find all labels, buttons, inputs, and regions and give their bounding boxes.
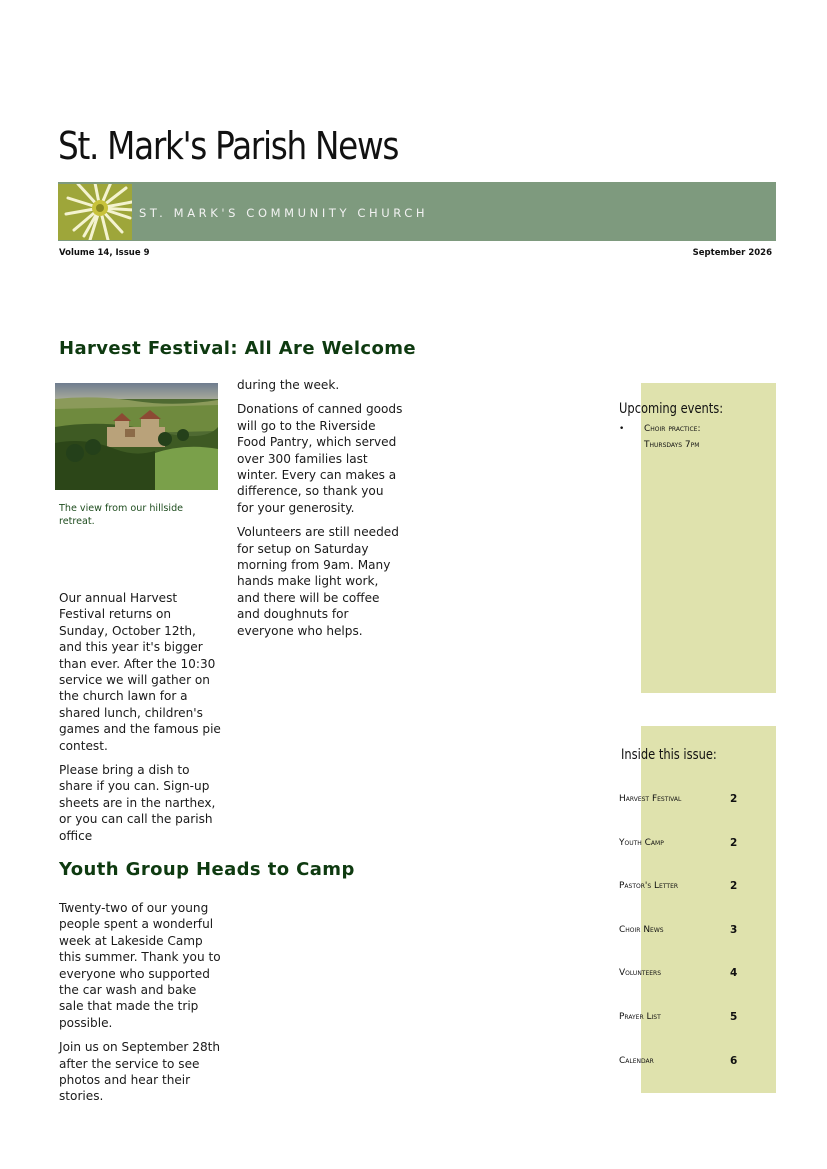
toc-page-number: 2 bbox=[730, 837, 738, 849]
toc-page-number: 6 bbox=[730, 1055, 738, 1067]
event-text: Choir practice: Thursdays 7pm bbox=[644, 424, 701, 450]
upcoming-events-title: Upcoming events: bbox=[619, 401, 724, 417]
newsletter-title: St. Mark's Parish News bbox=[58, 124, 399, 168]
bullet-icon: • bbox=[619, 424, 625, 434]
toc-label: Harvest Festival bbox=[619, 794, 682, 804]
toc-label: Prayer List bbox=[619, 1012, 661, 1022]
toc-page-number: 2 bbox=[730, 880, 738, 892]
paragraph: Twenty-two of our young people spent a wonderful week at Lakeside Camp this summer. Thank you to everyone who supported the car wash and bake sale that made the trip possible. bbox=[59, 901, 221, 1030]
paragraph: Donations of canned goods will go to the Riverside Food Pantry, which served over 300 families last winter. Every can makes a difference, so thank you for your generosity. bbox=[237, 402, 403, 515]
toc-page-number: 4 bbox=[730, 967, 738, 979]
harvest-column-2 bbox=[237, 377, 403, 647]
toc-label: Calendar bbox=[619, 1056, 654, 1066]
toc-row[interactable] bbox=[619, 968, 744, 982]
paragraph: Our annual Harvest Festival returns on Sunday, October 12th, and this year it's bigger than ever. After the 10:30 service we will gather on the church lawn for a shared lunch, children's games and the famous pie contest. bbox=[59, 591, 221, 753]
harvest-column-1 bbox=[59, 590, 221, 852]
paragraph: Join us on September 28th after the service to see photos and hear their stories. bbox=[59, 1040, 221, 1104]
toc-sidebar-panel bbox=[641, 726, 776, 1093]
toc-label: Choir News bbox=[619, 925, 664, 935]
toc-page-number: 3 bbox=[730, 924, 738, 936]
daisy-flower-image bbox=[58, 184, 132, 240]
toc-page-number: 2 bbox=[730, 793, 738, 805]
photo-caption: The view from our hillside retreat. bbox=[59, 503, 184, 527]
hillside-photo bbox=[55, 383, 218, 490]
paragraph: during the week. bbox=[237, 378, 340, 392]
toc-row[interactable] bbox=[619, 838, 744, 852]
toc-row[interactable] bbox=[619, 794, 744, 808]
toc-row[interactable] bbox=[619, 1056, 744, 1070]
article-headline-harvest: Harvest Festival: All Are Welcome bbox=[59, 338, 417, 359]
toc-row[interactable] bbox=[619, 881, 744, 895]
inside-issue-title: Inside this issue: bbox=[621, 747, 717, 763]
youth-column bbox=[59, 900, 221, 1113]
paragraph: Please bring a dish to share if you can. Sign-up sheets are in the narthex, or you can call the parish office bbox=[59, 763, 216, 843]
article-headline-youth: Youth Group Heads to Camp bbox=[59, 859, 355, 880]
church-name-banner-text: ST. MARK'S COMMUNITY CHURCH bbox=[139, 206, 429, 220]
issue-volume: Volume 14, Issue 9 bbox=[59, 248, 150, 258]
paragraph: Volunteers are still needed for setup on Saturday morning from 9am. Many hands make light work, and there will be coffee and doughnuts for everyone who helps. bbox=[237, 525, 399, 638]
event-list-item bbox=[619, 422, 729, 453]
toc-label: Youth Camp bbox=[619, 838, 664, 848]
toc-label: Volunteers bbox=[619, 968, 662, 978]
toc-page-number: 5 bbox=[730, 1011, 738, 1023]
issue-date: September 2026 bbox=[692, 248, 772, 258]
toc-label: Pastor's Letter bbox=[619, 881, 679, 891]
toc-row[interactable] bbox=[619, 1012, 744, 1026]
toc-row[interactable] bbox=[619, 925, 744, 939]
